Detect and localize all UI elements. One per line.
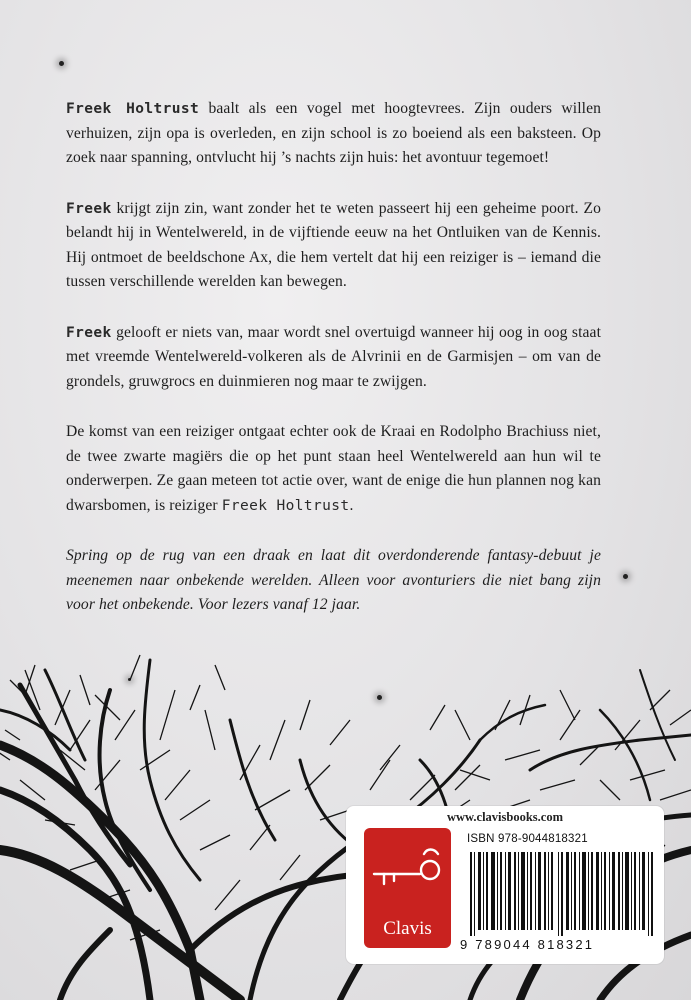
- tagline: Spring op de rug van een draak en laat dit overdonderende fantasy-debuut je meenemen naar onbekende werelden. Alleen voor avonturiers die niet bang zijn voor het onbekende. Voor lezers vanaf 12 jaar.: [66, 547, 601, 613]
- logo-name: Clavis: [383, 918, 432, 939]
- star-speck: [623, 574, 628, 579]
- hero-name: Freek: [66, 324, 112, 341]
- hero-name: Freek Holtrust: [66, 101, 200, 117]
- barcode: [470, 852, 656, 936]
- blurb: [66, 97, 601, 644]
- star-speck: [59, 61, 64, 66]
- blurb-paragraph-4: [66, 420, 601, 518]
- isbn-digits: 9 789044 818321: [460, 937, 595, 952]
- key-icon: [364, 828, 451, 908]
- hero-name: Freek: [66, 200, 112, 217]
- blurb-text: krijgt zijn zin, want zonder het te weten passeert hij een geheime poort. Zo belandt hij in Wentelwereld, in de vijftiende eeuw na het Ontluiken van de Kennis. Hij ontmoet de beeldschone Ax, die hem vertelt dat hij een reiziger is – iemand die tussen verschillende werelden kan bewegen.: [66, 199, 601, 290]
- blurb-paragraph-3: [66, 321, 601, 395]
- clavis-logo: [364, 828, 451, 948]
- publisher-url[interactable]: www.clavisbooks.com: [447, 810, 563, 824]
- publisher-info-box: [346, 806, 664, 964]
- blurb-text: baalt als een vogel met hoogtevrees. Zijn ouders willen verhuizen, zijn opa is overleden, en zijn school is zo boeiend als een baksteen. Op zoek naar spanning, ontvlucht hij ’s nachts zijn huis: het avontuur tegemoet!: [66, 100, 601, 166]
- blurb-text: De komst van een reiziger ontgaat echter ook de Kraai en Rodolpho Brachiuss niet, de twee zwarte magiërs die op het punt staan heel Wentelwereld aan hun wil te onderwerpen. Ze gaan meteen tot actie over, want de enige die hun plannen nog kan dwarsbomen, is reiziger: [66, 423, 601, 514]
- blurb-paragraph-2: [66, 197, 601, 295]
- blurb-text: gelooft er niets van, maar wordt snel overtuigd wanneer hij oog in oog staat met vreemde Wentelwereld-volkeren als de Alvrinii en de Garmisjen – om van de grondels, gruwgrocs en duinmieren nog maar te zwijgen.: [66, 323, 602, 390]
- isbn-label: ISBN 978-9044818321: [467, 833, 588, 845]
- hero-name: Freek Holtrust: [221, 497, 350, 514]
- blurb-paragraph-1: [66, 97, 601, 171]
- blurb-text-end: .: [349, 496, 354, 514]
